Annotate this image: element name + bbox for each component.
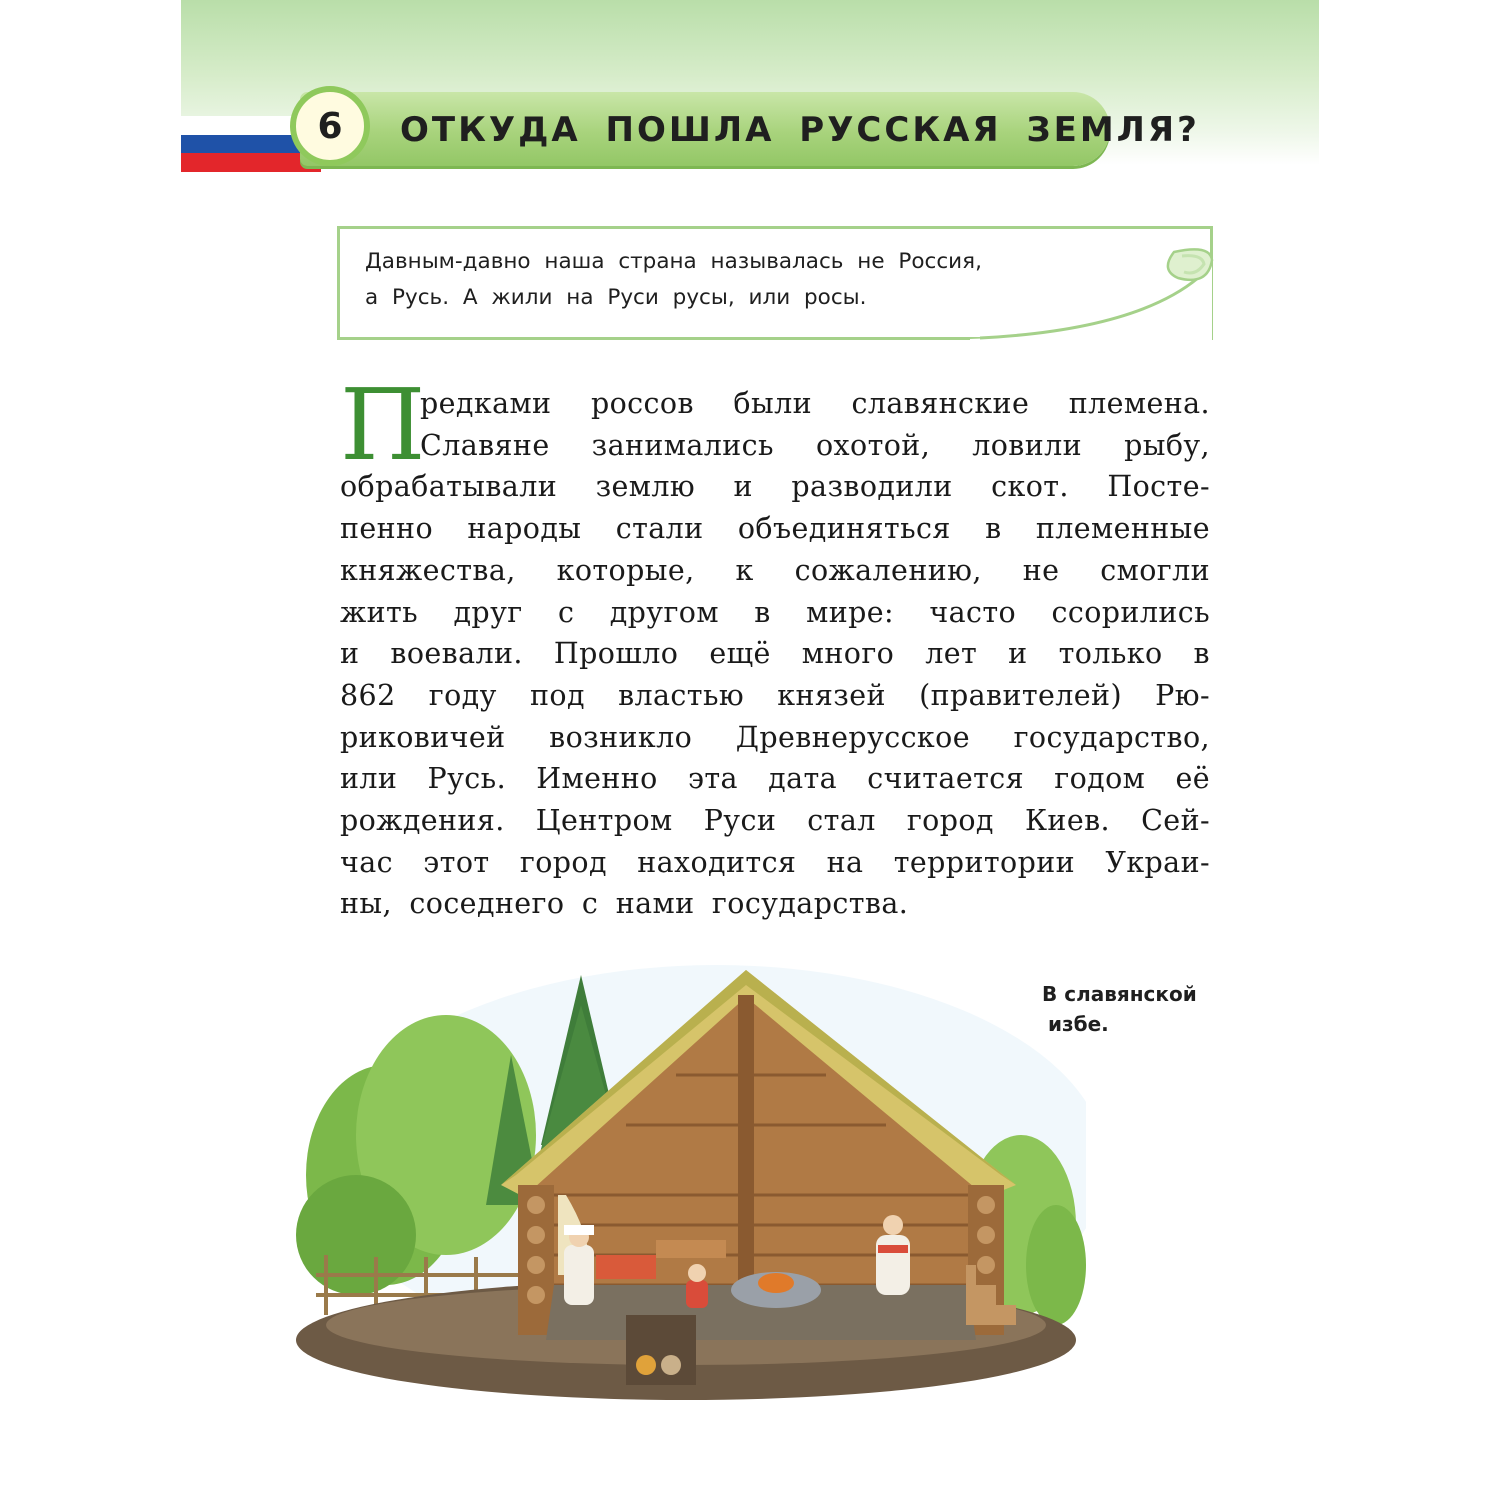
body-line: пенно народы стали объединяться в племенные (340, 512, 1210, 546)
intro-text (365, 244, 1085, 316)
figure-caption (1042, 979, 1222, 1039)
body-line: рождения. Центром Руси стал город Киев. Сей- (340, 804, 1210, 838)
body-line: час этот город находится на территории Украи- (340, 845, 1210, 879)
body-line: ны, соседнего с нами государства. (340, 887, 909, 921)
caption-line: избе. (1048, 1012, 1109, 1036)
storage-pit (626, 1315, 696, 1385)
body-line: жить друг с другом в мире: часто ссорились (340, 595, 1210, 629)
body-line: или Русь. Именно эта дата считается годом её (340, 762, 1210, 796)
table (656, 1240, 726, 1258)
body-line: княжества, которые, к сожалению, не смогли (340, 553, 1210, 587)
bush-right (1026, 1205, 1086, 1325)
body-paragraph (340, 369, 1210, 925)
body-line: обрабатывали землю и разводили скот. Посте- (340, 470, 1210, 504)
child-figure (686, 1264, 708, 1308)
body-line: риковичей возникло Древнерусское государство, (340, 720, 1210, 754)
clay-pot (661, 1355, 681, 1375)
body-line: и воевали. Прошло ещё много лет и только в (340, 637, 1210, 671)
clay-pot (636, 1355, 656, 1375)
bench-chest (596, 1255, 656, 1279)
page-title: ОТКУДА ПОШЛА РУССКАЯ ЗЕМЛЯ? (400, 110, 1200, 150)
body-line: 862 году под властью князей (правителей) Рю- (340, 678, 1210, 712)
slavic-hut-illustration (296, 945, 1086, 1405)
drop-cap: П (340, 369, 426, 483)
section-number-badge: 6 (290, 86, 370, 166)
fire (758, 1273, 794, 1293)
body-line: редками россов были славянские племена. (420, 387, 1210, 420)
intro-line: Давным-давно наша страна называлась не Россия, (365, 249, 982, 274)
body-line: Славяне занимались охотой, ловили рыбу, (420, 428, 1210, 462)
caption-line: В славянской (1042, 982, 1197, 1006)
intro-line: а Русь. А жили на Руси русы, или росы. (365, 285, 867, 310)
